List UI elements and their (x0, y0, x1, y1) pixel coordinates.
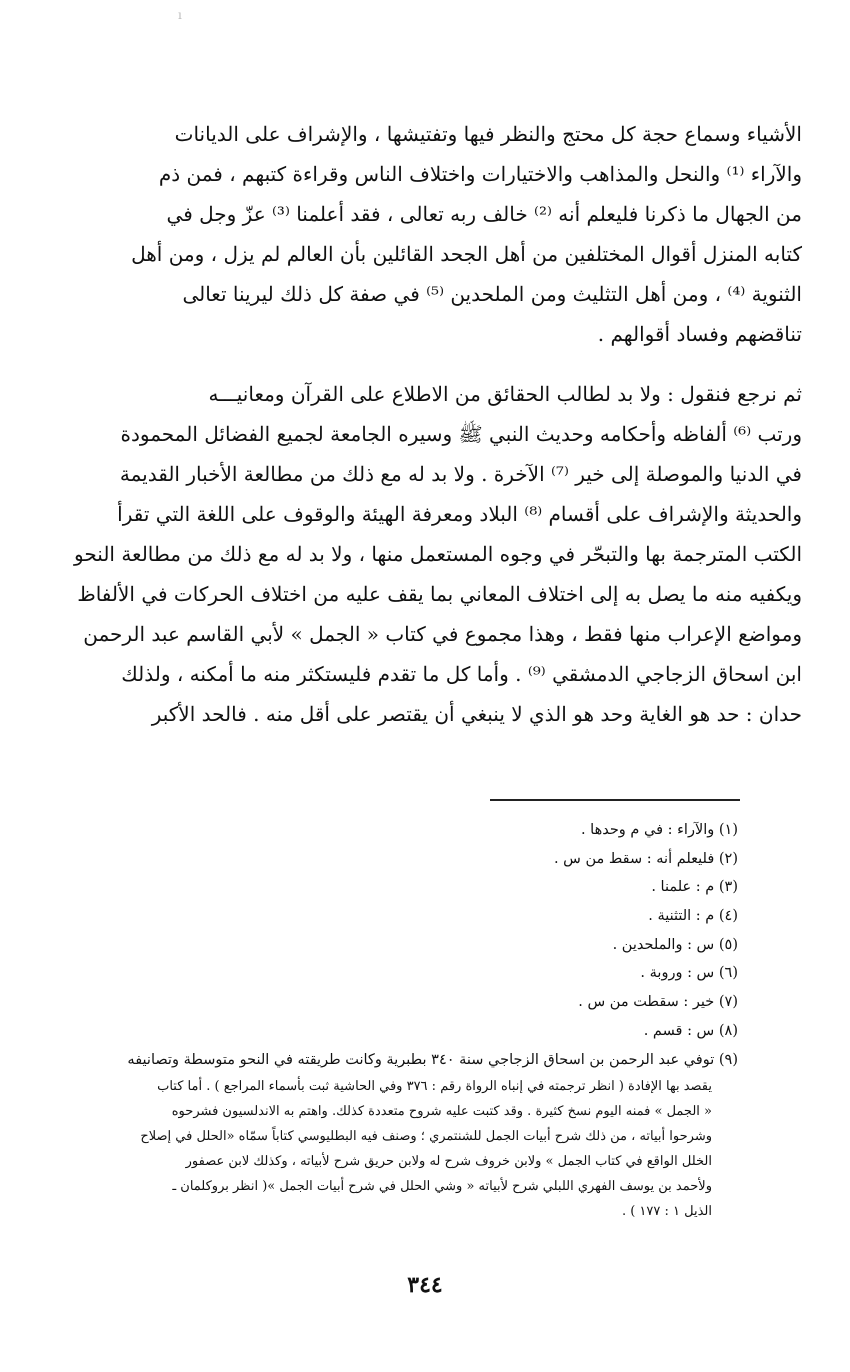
text-line: ومواضع الإعراب منها فقط ، وهذا مجموع في كتاب « الجمل » لأبي القاسم عبد الرحمن (83, 622, 802, 646)
footnote: (٩) توفي عبد الرحمن بن اسحاق الزجاجي سنة ٣٤٠ بطبرية وكانت طريقته في النحو متوسطة وتصانيفه (127, 1051, 738, 1068)
text-line: من الجهال ما ذكرنا فليعلم أنه ⁽²⁾ خالف ربه تعالى ، فقد أعلمنا ⁽³⁾ عزّ وجل في (166, 202, 802, 226)
text-line: كتابه المنزل أقوال المختلفين من أهل الجحد القائلين بأن العالم لم يزل ، ومن أهل (131, 242, 802, 266)
footnote-continuation: ولأحمد بن يوسف الفهري اللبلي شرح لأبياته « وشي الحلل في شرح أبيات الجمل »( انظر بروكلمان ـ (172, 1179, 712, 1195)
scan-mark: ı (178, 8, 182, 22)
footnote: (٣) م : علمنا . (651, 879, 738, 896)
paragraph-gap (48, 354, 802, 374)
page-number: ٣٤٤ (407, 1272, 443, 1298)
text-line: ويكفيه منه ما يصل به إلى اختلاف المعاني بما يقف عليه من اختلاف الحركات في الألفاظ (77, 582, 802, 606)
footnote: (١) والآراء : في م وحدها . (580, 822, 738, 838)
footnote: (٨) س : قسم . (643, 1022, 738, 1039)
text-line: الأشياء وسماع حجة كل محتج والنظر فيها وتفتيشها ، والإشراف على الديانات (174, 122, 802, 146)
main-text (48, 114, 802, 734)
footnote-continuation: الخلل الواقع في كتاب الجمل » ولابن خروف شرح له ولابن حريق شرح لأبياته ، وكذلك لابن عصفور (185, 1154, 712, 1170)
footnote-continuation: « الجمل » فمنه اليوم نسخ كثيرة . وقد كتبت عليه شروح متعددة كذلك. واهتم به الاندلسيون فشرحوه (171, 1104, 712, 1120)
text-line: حدان : حد هو الغاية وحد هو الذي لا ينبغي أن يقتصر على أقل منه . فالحد الأكبر (151, 702, 802, 726)
footnote: (٢) فليعلم أنه : سقط من س . (553, 850, 738, 867)
text-line: تناقضهم وفساد أقوالهم . (597, 322, 802, 346)
text-line: ورتب ⁽⁶⁾ ألفاظه وأحكامه وحديث النبي ﷺ وسيره الجامعة لجميع الفضائل المحمودة (120, 422, 802, 446)
footnote: (٧) خير : سقطت من س . (578, 994, 738, 1011)
footnote: (٤) م : التثنية . (648, 908, 738, 925)
text-line: والآراء ⁽¹⁾ والنحل والمذاهب والاختيارات واختلاف الناس وقراءة كتبهم ، فمن ذم (158, 162, 802, 186)
footnote: (٦) س : وروبة . (640, 965, 738, 982)
text-line: ثم نرجع فنقول : ولا بد لطالب الحقائق من الاطلاع على القرآن ومعانيـــه (208, 382, 802, 406)
footnote-continuation: الذيل ١ : ١٧٧ ) . (621, 1204, 712, 1220)
footnote-divider (490, 799, 740, 801)
footnote-continuation: وشرحوا أبياته ، من ذلك شرح أبيات الجمل للشنتمري ؛ وصنف فيه البطليوسي كتاباً سمّاه «الحلل في إصلاح (140, 1129, 712, 1145)
text-line: في الدنيا والموصلة إلى خير ⁽⁷⁾ الآخرة . ولا بد له مع ذلك من مطالعة الأخبار القديمة (119, 462, 802, 486)
text-line: والحديثة والإشراف على أقسام ⁽⁸⁾ البلاد ومعرفة الهيئة والوقوف على اللغة التي تقرأ (117, 502, 802, 526)
footnote-continuation: يقصد بها الإفادة ( انظر ترجمته في إنباه الرواة رقم : ٣٧٦ وفي الحاشية ثبت بأسماء المراجع ) . أما كتاب (157, 1079, 712, 1095)
text-line: الثنوية ⁽⁴⁾ ، ومن أهل التثليث ومن الملحدين ⁽⁵⁾ في صفة كل ذلك ليرينا تعالى (182, 282, 802, 306)
text-line: ابن اسحاق الزجاجي الدمشقي ⁽⁹⁾ . وأما كل ما تقدم فليستكثر منه ما أمكنه ، ولذلك (121, 662, 802, 686)
text-line: الكتب المترجمة بها والتبحّر في وجوه المستعمل منها ، ولا بد له مع ذلك من مطالعة النحو (74, 542, 802, 566)
footnotes (48, 816, 738, 1224)
footnote: (٥) س : والملحدين . (612, 936, 738, 953)
